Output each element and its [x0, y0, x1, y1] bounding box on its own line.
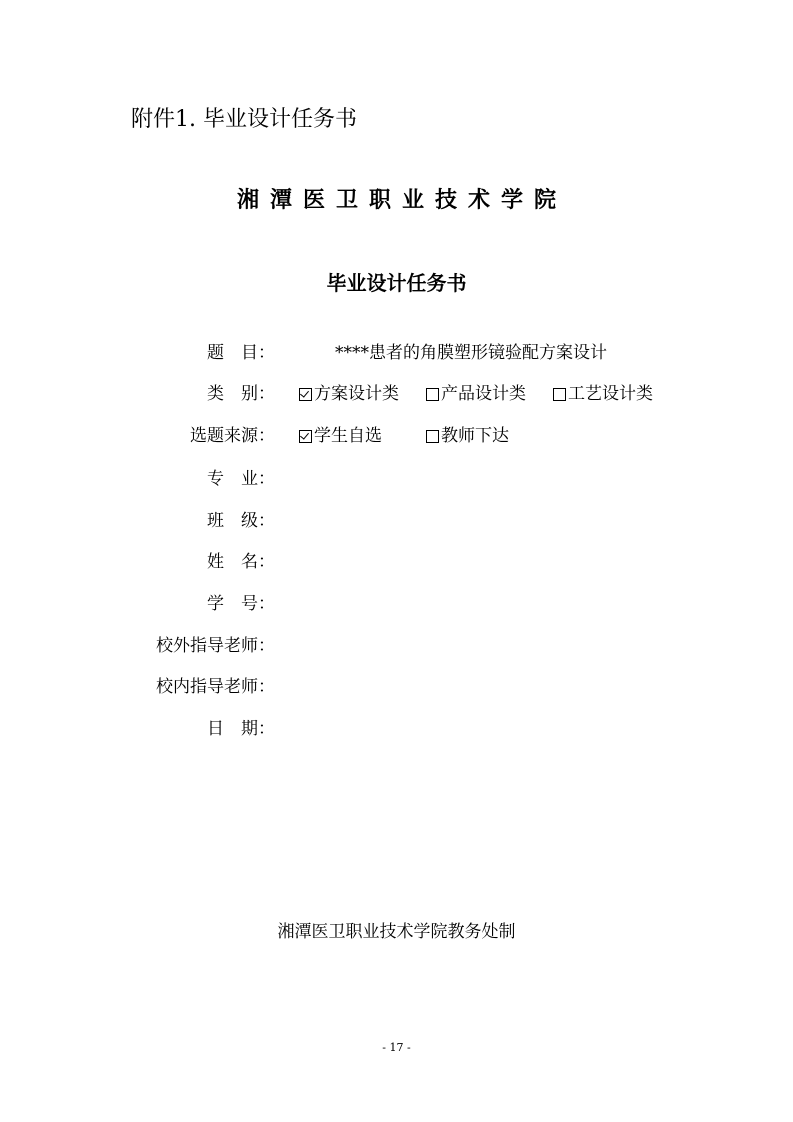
category-option-process-label: 工艺设计类 — [568, 384, 653, 404]
date-label: 日 期： — [207, 719, 275, 739]
issuing-office: 湘潭医卫职业技术学院教务处制 — [277, 922, 516, 942]
class-row — [0, 507, 793, 535]
class-label: 班 级： — [207, 511, 275, 531]
major-row — [0, 465, 793, 493]
topic-row — [0, 339, 793, 367]
topic-value: ****患者的角膜塑形镜验配方案设计 — [335, 343, 607, 363]
unchecked-box-icon[interactable] — [426, 430, 439, 443]
topic-label: 题 目： — [207, 343, 275, 363]
name-label: 姓 名： — [207, 552, 275, 572]
external-advisor-row — [0, 632, 793, 660]
source-option-student[interactable] — [299, 422, 382, 450]
checked-box-icon[interactable] — [299, 388, 312, 401]
category-row — [0, 380, 793, 408]
category-option-process[interactable] — [553, 380, 653, 408]
external-advisor-label: 校外指导老师： — [156, 636, 275, 656]
source-label: 选题来源： — [190, 426, 275, 446]
unchecked-box-icon[interactable] — [553, 388, 566, 401]
major-label: 专 业： — [207, 469, 275, 489]
checked-box-icon[interactable] — [299, 430, 312, 443]
source-row — [0, 422, 793, 450]
page-number: - 17 - — [382, 1041, 411, 1054]
category-option-scheme[interactable] — [299, 380, 399, 408]
category-option-scheme-label: 方案设计类 — [314, 384, 399, 404]
unchecked-box-icon[interactable] — [426, 388, 439, 401]
internal-advisor-row — [0, 673, 793, 701]
document-title: 毕业设计任务书 — [326, 271, 467, 295]
category-option-product-label: 产品设计类 — [441, 384, 526, 404]
student-id-row — [0, 590, 793, 618]
category-label: 类 别： — [207, 384, 275, 404]
student-id-label: 学 号： — [207, 594, 275, 614]
date-row — [0, 715, 793, 743]
annex-heading: 附件1. 毕业设计任务书 — [131, 107, 357, 132]
internal-advisor-label: 校内指导老师： — [156, 677, 275, 697]
source-option-teacher-label: 教师下达 — [441, 426, 509, 446]
category-option-product[interactable] — [426, 380, 526, 408]
source-option-student-label: 学生自选 — [314, 426, 382, 446]
source-option-teacher[interactable] — [426, 422, 509, 450]
name-row — [0, 548, 793, 576]
school-name: 湘潭医卫职业技术学院 — [236, 188, 567, 213]
